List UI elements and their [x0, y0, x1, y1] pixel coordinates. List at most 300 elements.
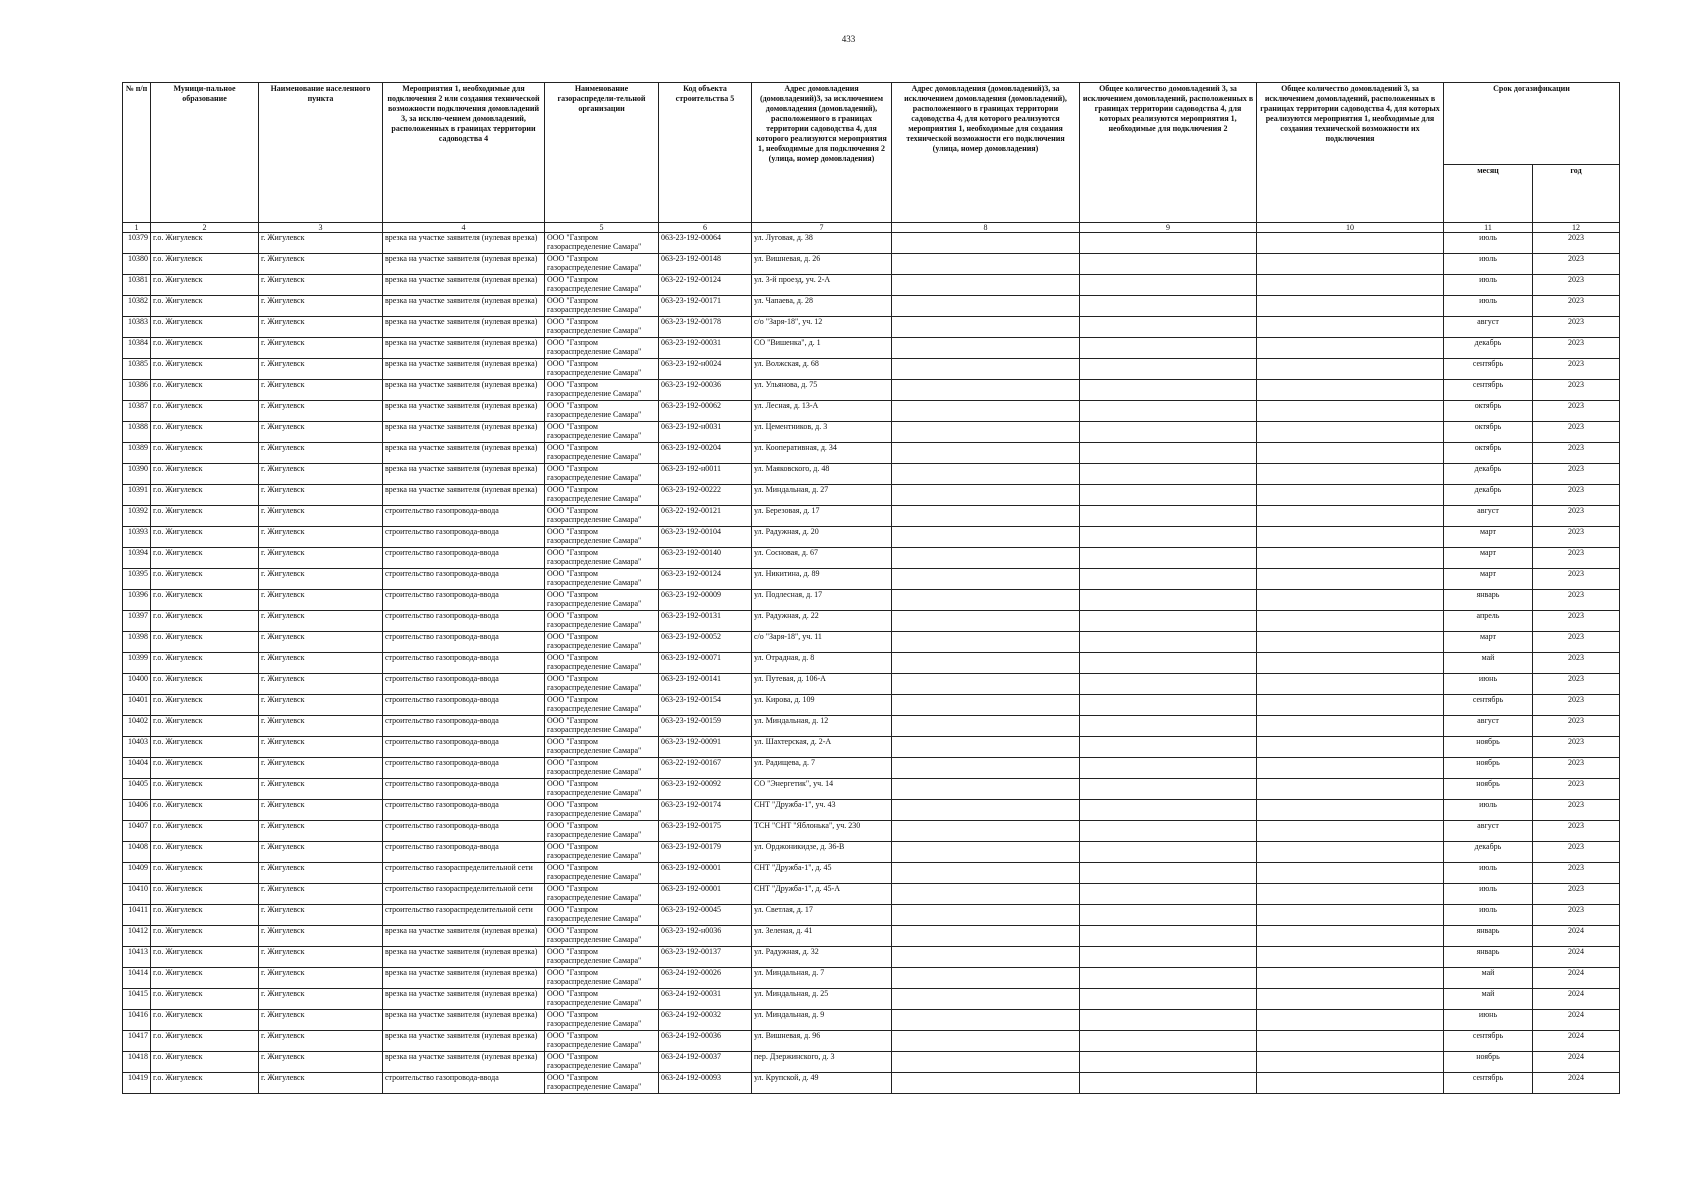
year-cell: 2023: [1533, 737, 1620, 758]
municipality-cell: г.о. Жигулевск: [151, 968, 259, 989]
organization-cell: ООО "Газпром газораспределение Самара": [545, 1031, 659, 1052]
count-technical-cell: [1257, 380, 1444, 401]
count-technical-cell: [1257, 674, 1444, 695]
municipality-cell: г.о. Жигулевск: [151, 506, 259, 527]
settlement-cell: г. Жигулевск: [259, 1031, 383, 1052]
count-technical-cell: [1257, 548, 1444, 569]
organization-cell: ООО "Газпром газораспределение Самара": [545, 842, 659, 863]
address-cell: ул. Миндальная, д. 7: [752, 968, 892, 989]
column-number: 6: [659, 223, 752, 233]
count-technical-cell: [1257, 842, 1444, 863]
settlement-cell: г. Жигулевск: [259, 989, 383, 1010]
row-number-cell: 10405: [123, 779, 151, 800]
object-code-cell: 063-24-192-00026: [659, 968, 752, 989]
table-row: [123, 254, 1620, 275]
object-code-cell: 063-23-192-00179: [659, 842, 752, 863]
count-connection-cell: [1080, 590, 1257, 611]
object-code-cell: 063-23-192-00001: [659, 863, 752, 884]
column-number: 2: [151, 223, 259, 233]
measure-cell: строительство газопровода-ввода: [383, 800, 545, 821]
row-number-cell: 10395: [123, 569, 151, 590]
measure-cell: врезка на участке заявителя (нулевая врезка): [383, 296, 545, 317]
address-cell: ул. Радищева, д. 7: [752, 758, 892, 779]
row-number-cell: 10396: [123, 590, 151, 611]
month-cell: октябрь: [1444, 422, 1533, 443]
organization-cell: ООО "Газпром газораспределение Самара": [545, 275, 659, 296]
count-connection-cell: [1080, 506, 1257, 527]
address-cell: ул. Березовая, д. 17: [752, 506, 892, 527]
row-number-cell: 10392: [123, 506, 151, 527]
organization-cell: ООО "Газпром газораспределение Самара": [545, 947, 659, 968]
year-cell: 2023: [1533, 653, 1620, 674]
count-technical-cell: [1257, 653, 1444, 674]
address-cell: пер. Дзержинского, д. 3: [752, 1052, 892, 1073]
address-cell: СО "Энергетик", уч. 14: [752, 779, 892, 800]
municipality-cell: г.о. Жигулевск: [151, 947, 259, 968]
object-code-cell: 063-23-192-00222: [659, 485, 752, 506]
count-connection-cell: [1080, 1073, 1257, 1094]
municipality-cell: г.о. Жигулевск: [151, 1031, 259, 1052]
object-code-cell: 063-23-192-00062: [659, 401, 752, 422]
municipality-cell: г.о. Жигулевск: [151, 758, 259, 779]
settlement-cell: г. Жигулевск: [259, 1073, 383, 1094]
count-technical-cell: [1257, 401, 1444, 422]
organization-cell: ООО "Газпром газораспределение Самара": [545, 422, 659, 443]
count-connection-cell: [1080, 653, 1257, 674]
address-cell: ул. Миндальная, д. 12: [752, 716, 892, 737]
address-cell: ул. Радужная, д. 22: [752, 611, 892, 632]
address-technical-cell: [892, 380, 1080, 401]
settlement-cell: г. Жигулевск: [259, 905, 383, 926]
count-technical-cell: [1257, 527, 1444, 548]
month-cell: январь: [1444, 947, 1533, 968]
address-cell: ул. Крупской, д. 49: [752, 1073, 892, 1094]
header-address-connection: Адрес домовладения (домовладений)3, за исключением домовладения (домовладений), расположенного в границах территории садоводства 4, для которого реализуются мероприятия 1, необходимые для подключения 2 (улица, номер домовладения): [752, 83, 892, 223]
count-technical-cell: [1257, 1031, 1444, 1052]
object-code-cell: 063-23-192-00045: [659, 905, 752, 926]
month-cell: апрель: [1444, 611, 1533, 632]
page-number: 433: [841, 34, 856, 44]
object-code-cell: 063-23-192-00175: [659, 821, 752, 842]
measure-cell: врезка на участке заявителя (нулевая врезка): [383, 1052, 545, 1073]
municipality-cell: г.о. Жигулевск: [151, 800, 259, 821]
month-cell: май: [1444, 989, 1533, 1010]
count-technical-cell: [1257, 254, 1444, 275]
month-cell: март: [1444, 527, 1533, 548]
year-cell: 2023: [1533, 821, 1620, 842]
object-code-cell: 063-23-192-00104: [659, 527, 752, 548]
count-technical-cell: [1257, 422, 1444, 443]
count-technical-cell: [1257, 464, 1444, 485]
address-technical-cell: [892, 359, 1080, 380]
table-row: [123, 338, 1620, 359]
row-number-cell: 10384: [123, 338, 151, 359]
gasification-table: [122, 82, 1620, 1094]
settlement-cell: г. Жигулевск: [259, 464, 383, 485]
municipality-cell: г.о. Жигулевск: [151, 905, 259, 926]
table-row: [123, 674, 1620, 695]
address-technical-cell: [892, 1052, 1080, 1073]
table-row: [123, 611, 1620, 632]
object-code-cell: 063-24-192-00032: [659, 1010, 752, 1031]
address-cell: ул. Сосновая, д. 67: [752, 548, 892, 569]
column-number: 5: [545, 223, 659, 233]
municipality-cell: г.о. Жигулевск: [151, 716, 259, 737]
object-code-cell: 063-23-192-00178: [659, 317, 752, 338]
table-row: [123, 716, 1620, 737]
address-cell: ул. Радужная, д. 20: [752, 527, 892, 548]
year-cell: 2023: [1533, 548, 1620, 569]
object-code-cell: 063-23-192-00009: [659, 590, 752, 611]
measure-cell: строительство газопровода-ввода: [383, 1073, 545, 1094]
table-row: [123, 863, 1620, 884]
count-technical-cell: [1257, 485, 1444, 506]
row-number-cell: 10398: [123, 632, 151, 653]
address-technical-cell: [892, 338, 1080, 359]
count-connection-cell: [1080, 233, 1257, 254]
organization-cell: ООО "Газпром газораспределение Самара": [545, 611, 659, 632]
year-cell: 2023: [1533, 422, 1620, 443]
settlement-cell: г. Жигулевск: [259, 317, 383, 338]
count-technical-cell: [1257, 233, 1444, 254]
municipality-cell: г.о. Жигулевск: [151, 884, 259, 905]
month-cell: июль: [1444, 233, 1533, 254]
count-connection-cell: [1080, 527, 1257, 548]
header-address-technical: Адрес домовладения (домовладений)3, за исключением домовладения (домовладений), расположенного в границах территории садоводства 4, для которого реализуются мероприятия 1, необходимые для создания технической возможности его подключения (улица, номер домовладения): [892, 83, 1080, 223]
table-row: [123, 1052, 1620, 1073]
object-code-cell: 063-23-192-00091: [659, 737, 752, 758]
row-number-cell: 10390: [123, 464, 151, 485]
table-row: [123, 506, 1620, 527]
municipality-cell: г.о. Жигулевск: [151, 380, 259, 401]
address-technical-cell: [892, 296, 1080, 317]
count-connection-cell: [1080, 905, 1257, 926]
measure-cell: врезка на участке заявителя (нулевая врезка): [383, 233, 545, 254]
address-technical-cell: [892, 422, 1080, 443]
address-technical-cell: [892, 926, 1080, 947]
column-number: 12: [1533, 223, 1620, 233]
month-cell: сентябрь: [1444, 380, 1533, 401]
year-cell: 2023: [1533, 254, 1620, 275]
table-row: [123, 989, 1620, 1010]
organization-cell: ООО "Газпром газораспределение Самара": [545, 800, 659, 821]
count-technical-cell: [1257, 716, 1444, 737]
settlement-cell: г. Жигулевск: [259, 926, 383, 947]
measure-cell: врезка на участке заявителя (нулевая врезка): [383, 926, 545, 947]
settlement-cell: г. Жигулевск: [259, 443, 383, 464]
address-cell: ул. Светлая, д. 17: [752, 905, 892, 926]
table-row: [123, 443, 1620, 464]
month-cell: сентябрь: [1444, 695, 1533, 716]
year-cell: 2024: [1533, 989, 1620, 1010]
organization-cell: ООО "Газпром газораспределение Самара": [545, 443, 659, 464]
month-cell: август: [1444, 506, 1533, 527]
month-cell: май: [1444, 653, 1533, 674]
address-technical-cell: [892, 779, 1080, 800]
municipality-cell: г.о. Жигулевск: [151, 422, 259, 443]
address-cell: ул. Волжская, д. 68: [752, 359, 892, 380]
year-cell: 2023: [1533, 443, 1620, 464]
measure-cell: строительство газопровода-ввода: [383, 737, 545, 758]
measure-cell: строительство газопровода-ввода: [383, 779, 545, 800]
address-technical-cell: [892, 443, 1080, 464]
object-code-cell: 063-23-192-00031: [659, 338, 752, 359]
year-cell: 2023: [1533, 506, 1620, 527]
count-connection-cell: [1080, 485, 1257, 506]
measure-cell: врезка на участке заявителя (нулевая врезка): [383, 947, 545, 968]
header-measures: Мероприятия 1, необходимые для подключения 2 или создания технической возможности подключения домовладений 3, за исклю-чением домовладений, расположенных в границах территории садоводства 4: [383, 83, 545, 223]
municipality-cell: г.о. Жигулевск: [151, 779, 259, 800]
object-code-cell: 063-24-192-00031: [659, 989, 752, 1010]
measure-cell: врезка на участке заявителя (нулевая врезка): [383, 380, 545, 401]
column-number: 8: [892, 223, 1080, 233]
organization-cell: ООО "Газпром газораспределение Самара": [545, 317, 659, 338]
table-row: [123, 590, 1620, 611]
year-cell: 2023: [1533, 485, 1620, 506]
settlement-cell: г. Жигулевск: [259, 737, 383, 758]
measure-cell: врезка на участке заявителя (нулевая врезка): [383, 464, 545, 485]
organization-cell: ООО "Газпром газораспределение Самара": [545, 233, 659, 254]
address-cell: СНТ "Дружба-1", д. 45: [752, 863, 892, 884]
row-number-cell: 10410: [123, 884, 151, 905]
month-cell: октябрь: [1444, 401, 1533, 422]
column-number: 4: [383, 223, 545, 233]
measure-cell: строительство газопровода-ввода: [383, 695, 545, 716]
municipality-cell: г.о. Жигулевск: [151, 590, 259, 611]
count-technical-cell: [1257, 611, 1444, 632]
measure-cell: строительство газопровода-ввода: [383, 653, 545, 674]
object-code-cell: 063-23-192-00092: [659, 779, 752, 800]
address-technical-cell: [892, 863, 1080, 884]
address-cell: СО "Вишенка", д. 1: [752, 338, 892, 359]
organization-cell: ООО "Газпром газораспределение Самара": [545, 632, 659, 653]
address-technical-cell: [892, 569, 1080, 590]
address-technical-cell: [892, 737, 1080, 758]
organization-cell: ООО "Газпром газораспределение Самара": [545, 296, 659, 317]
organization-cell: ООО "Газпром газораспределение Самара": [545, 779, 659, 800]
count-connection-cell: [1080, 1010, 1257, 1031]
table-row: [123, 422, 1620, 443]
row-number-cell: 10403: [123, 737, 151, 758]
settlement-cell: г. Жигулевск: [259, 632, 383, 653]
month-cell: ноябрь: [1444, 1052, 1533, 1073]
organization-cell: ООО "Газпром газораспределение Самара": [545, 590, 659, 611]
year-cell: 2023: [1533, 758, 1620, 779]
row-number-cell: 10411: [123, 905, 151, 926]
measure-cell: врезка на участке заявителя (нулевая врезка): [383, 443, 545, 464]
address-technical-cell: [892, 506, 1080, 527]
municipality-cell: г.о. Жигулевск: [151, 1073, 259, 1094]
measure-cell: врезка на участке заявителя (нулевая врезка): [383, 317, 545, 338]
measure-cell: врезка на участке заявителя (нулевая врезка): [383, 275, 545, 296]
municipality-cell: г.о. Жигулевск: [151, 254, 259, 275]
measure-cell: врезка на участке заявителя (нулевая врезка): [383, 485, 545, 506]
organization-cell: ООО "Газпром газораспределение Самара": [545, 1052, 659, 1073]
organization-cell: ООО "Газпром газораспределение Самара": [545, 338, 659, 359]
organization-cell: ООО "Газпром газораспределение Самара": [545, 821, 659, 842]
measure-cell: строительство газопровода-ввода: [383, 548, 545, 569]
column-number: 10: [1257, 223, 1444, 233]
year-cell: 2023: [1533, 800, 1620, 821]
year-cell: 2023: [1533, 275, 1620, 296]
row-number-cell: 10380: [123, 254, 151, 275]
address-cell: ул. Радужная, д. 32: [752, 947, 892, 968]
month-cell: июль: [1444, 884, 1533, 905]
address-cell: ул. Орджоникидзе, д. 36-В: [752, 842, 892, 863]
count-connection-cell: [1080, 443, 1257, 464]
address-technical-cell: [892, 632, 1080, 653]
object-code-cell: 063-23-192-00124: [659, 569, 752, 590]
row-number-cell: 10414: [123, 968, 151, 989]
measure-cell: строительство газопровода-ввода: [383, 527, 545, 548]
address-technical-cell: [892, 464, 1080, 485]
object-code-cell: 063-23-192-00036: [659, 380, 752, 401]
object-code-cell: 063-24-192-00036: [659, 1031, 752, 1052]
settlement-cell: г. Жигулевск: [259, 842, 383, 863]
table-row: [123, 401, 1620, 422]
year-cell: 2023: [1533, 401, 1620, 422]
object-code-cell: 063-23-192-00174: [659, 800, 752, 821]
row-number-cell: 10400: [123, 674, 151, 695]
row-number-cell: 10406: [123, 800, 151, 821]
count-connection-cell: [1080, 338, 1257, 359]
table-row: [123, 695, 1620, 716]
count-technical-cell: [1257, 1010, 1444, 1031]
address-cell: ул. Маяковского, д. 48: [752, 464, 892, 485]
row-number-cell: 10416: [123, 1010, 151, 1031]
settlement-cell: г. Жигулевск: [259, 275, 383, 296]
count-technical-cell: [1257, 317, 1444, 338]
header-count-technical: Общее количество домовладений 3, за исключением домовладений, расположенных в границах территории садоводства 4, для которых реализуются мероприятия 1, необходимые для создания технической возможности их подключения: [1257, 83, 1444, 223]
year-cell: 2024: [1533, 968, 1620, 989]
address-technical-cell: [892, 1073, 1080, 1094]
count-technical-cell: [1257, 947, 1444, 968]
municipality-cell: г.о. Жигулевск: [151, 233, 259, 254]
count-technical-cell: [1257, 443, 1444, 464]
municipality-cell: г.о. Жигулевск: [151, 464, 259, 485]
table-row: [123, 758, 1620, 779]
count-connection-cell: [1080, 569, 1257, 590]
settlement-cell: г. Жигулевск: [259, 968, 383, 989]
address-technical-cell: [892, 275, 1080, 296]
address-technical-cell: [892, 401, 1080, 422]
row-number-cell: 10388: [123, 422, 151, 443]
address-cell: ул. Шахтерская, д. 2-А: [752, 737, 892, 758]
year-cell: 2023: [1533, 632, 1620, 653]
organization-cell: ООО "Газпром газораспределение Самара": [545, 506, 659, 527]
measure-cell: строительство газопровода-ввода: [383, 590, 545, 611]
table-row: [123, 947, 1620, 968]
header-deadline: Срок догазификации: [1444, 83, 1620, 165]
count-connection-cell: [1080, 821, 1257, 842]
measure-cell: строительство газопровода-ввода: [383, 716, 545, 737]
object-code-cell: 063-23-192-00140: [659, 548, 752, 569]
year-cell: 2023: [1533, 296, 1620, 317]
object-code-cell: 063-23-192-00204: [659, 443, 752, 464]
object-code-cell: 063-23-192-00052: [659, 632, 752, 653]
year-cell: 2023: [1533, 779, 1620, 800]
header-object-code: Код объекта строительства 5: [659, 83, 752, 223]
count-connection-cell: [1080, 548, 1257, 569]
address-cell: ул. Ульянова, д. 75: [752, 380, 892, 401]
row-number-cell: 10394: [123, 548, 151, 569]
count-connection-cell: [1080, 968, 1257, 989]
month-cell: декабрь: [1444, 464, 1533, 485]
header-count-connection: Общее количество домовладений 3, за исключением домовладений, расположенных в границах территории садоводства 4, для которых реализуются мероприятия 1, необходимые для подключения 2: [1080, 83, 1257, 223]
address-cell: ул. Луговая, д. 38: [752, 233, 892, 254]
table-row: [123, 296, 1620, 317]
row-number-cell: 10419: [123, 1073, 151, 1094]
month-cell: август: [1444, 821, 1533, 842]
year-cell: 2024: [1533, 947, 1620, 968]
count-technical-cell: [1257, 737, 1444, 758]
municipality-cell: г.о. Жигулевск: [151, 989, 259, 1010]
count-technical-cell: [1257, 905, 1444, 926]
address-technical-cell: [892, 548, 1080, 569]
address-cell: с/о "Заря-18", уч. 11: [752, 632, 892, 653]
municipality-cell: г.о. Жигулевск: [151, 569, 259, 590]
year-cell: 2023: [1533, 863, 1620, 884]
address-cell: ул. Кирова, д. 109: [752, 695, 892, 716]
object-code-cell: 063-23-192-00154: [659, 695, 752, 716]
address-cell: ул. Зеленая, д. 41: [752, 926, 892, 947]
count-technical-cell: [1257, 569, 1444, 590]
object-code-cell: 063-22-192-00121: [659, 506, 752, 527]
count-connection-cell: [1080, 800, 1257, 821]
row-number-cell: 10418: [123, 1052, 151, 1073]
municipality-cell: г.о. Жигулевск: [151, 653, 259, 674]
year-cell: 2023: [1533, 380, 1620, 401]
municipality-cell: г.о. Жигулевск: [151, 359, 259, 380]
object-code-cell: 063-23-192-н0011: [659, 464, 752, 485]
month-cell: сентябрь: [1444, 1031, 1533, 1052]
address-technical-cell: [892, 842, 1080, 863]
year-cell: 2024: [1533, 1010, 1620, 1031]
measure-cell: строительство газопровода-ввода: [383, 506, 545, 527]
municipality-cell: г.о. Жигулевск: [151, 632, 259, 653]
object-code-cell: 063-23-192-н0036: [659, 926, 752, 947]
organization-cell: ООО "Газпром газораспределение Самара": [545, 464, 659, 485]
settlement-cell: г. Жигулевск: [259, 548, 383, 569]
settlement-cell: г. Жигулевск: [259, 296, 383, 317]
measure-cell: врезка на участке заявителя (нулевая врезка): [383, 989, 545, 1010]
count-technical-cell: [1257, 926, 1444, 947]
measure-cell: строительство газораспределительной сети: [383, 863, 545, 884]
table-body: [123, 233, 1620, 1094]
address-technical-cell: [892, 485, 1080, 506]
object-code-cell: 063-24-192-00093: [659, 1073, 752, 1094]
month-cell: август: [1444, 716, 1533, 737]
row-number-cell: 10379: [123, 233, 151, 254]
address-technical-cell: [892, 947, 1080, 968]
organization-cell: ООО "Газпром газораспределение Самара": [545, 926, 659, 947]
row-number-cell: 10383: [123, 317, 151, 338]
count-connection-cell: [1080, 632, 1257, 653]
row-number-cell: 10415: [123, 989, 151, 1010]
address-cell: ТСН "СНТ "Яблонька", уч. 230: [752, 821, 892, 842]
year-cell: 2023: [1533, 527, 1620, 548]
year-cell: 2023: [1533, 590, 1620, 611]
organization-cell: ООО "Газпром газораспределение Самара": [545, 695, 659, 716]
month-cell: декабрь: [1444, 842, 1533, 863]
count-connection-cell: [1080, 695, 1257, 716]
month-cell: июль: [1444, 905, 1533, 926]
organization-cell: ООО "Газпром газораспределение Самара": [545, 968, 659, 989]
measure-cell: строительство газопровода-ввода: [383, 821, 545, 842]
settlement-cell: г. Жигулевск: [259, 254, 383, 275]
object-code-cell: 063-23-192-00159: [659, 716, 752, 737]
municipality-cell: г.о. Жигулевск: [151, 737, 259, 758]
